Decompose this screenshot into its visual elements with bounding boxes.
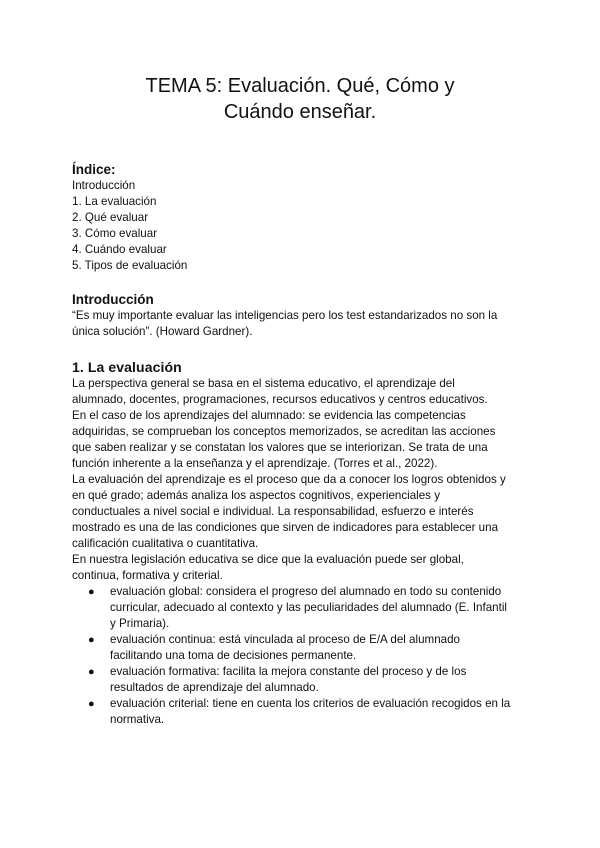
body-line: En nuestra legislación educativa se dice que la evaluación puede ser global, [72, 553, 464, 566]
index-item: 1. La evaluación [72, 195, 157, 208]
bullet-line: evaluación formativa: facilita la mejora constante del proceso y de los [110, 665, 467, 678]
index-section [72, 161, 532, 274]
bullet-line: facilitando una toma de decisiones permanente. [110, 649, 357, 662]
body-line: La evaluación del aprendizaje es el proceso que da a conocer los logros obtenidos y [72, 473, 506, 486]
body-line: calificación cualitativa o cuantitativa. [72, 537, 259, 550]
section-1 [72, 358, 532, 728]
index-item: 2. Qué evaluar [72, 211, 149, 224]
section-1-heading: 1. La evaluación [72, 359, 182, 375]
index-item: 5. Tipos de evaluación [72, 259, 188, 272]
index-item: Introducción [72, 179, 136, 192]
title-line-1: TEMA 5: Evaluación. Qué, Cómo y [145, 75, 455, 97]
evaluation-types-list [72, 584, 532, 728]
index-item: 4. Cuándo evaluar [72, 243, 167, 256]
body-line: alumnado, docentes, programaciones, recursos educativos y centros educativos. [72, 393, 488, 406]
index-item: 3. Cómo evaluar [72, 227, 158, 240]
list-item [72, 696, 532, 728]
list-item [72, 584, 532, 632]
bullet-line: resultados de aprendizaje del alumnado. [110, 681, 319, 694]
body-line: conductuales a nivel social e individual. La responsabilidad, esfuerzo e interés [72, 505, 474, 518]
quote-line: única solución”. (Howard Gardner). [72, 325, 253, 338]
bullet-icon: ● [88, 586, 95, 598]
index-list [72, 178, 532, 274]
bullet-line: normativa. [110, 713, 165, 726]
title-line-2: Cuándo enseñar. [223, 101, 377, 123]
body-line: La perspectiva general se basa en el sistema educativo, el aprendizaje del [72, 377, 455, 390]
list-item [72, 664, 532, 696]
quote-line: “Es muy importante evaluar las inteligencias pero los test estandarizados no son la [72, 309, 498, 322]
body-line: función inherente a la enseñanza y el aprendizaje. (Torres et al., 2022). [72, 457, 438, 470]
intro-section [72, 291, 532, 340]
bullet-line: evaluación criterial: tiene en cuenta los criterios de evaluación recogidos en la [110, 697, 511, 710]
index-heading: Índice: [72, 162, 116, 177]
bullet-icon: ● [88, 634, 95, 646]
body-line: que saben realizar y se constatan los valores que se interiorizan. Se trata de una [72, 441, 488, 454]
document-title [0, 73, 600, 125]
body-line: mostrado es una de las condiciones que sirven de indicadores para establecer una [72, 521, 499, 534]
body-line: En el caso de los aprendizajes del alumnado: se evidencia las competencias [72, 409, 466, 422]
bullet-icon: ● [88, 698, 95, 710]
bullet-line: curricular, adecuado al contexto y las peculiaridades del alumnado (E. Infantil [110, 601, 507, 614]
bullet-icon: ● [88, 666, 95, 678]
section-1-body [72, 376, 532, 584]
bullet-line: y Primaria). [110, 617, 170, 630]
body-line: en qué grado; además analiza los aspectos cognitivos, experienciales y [72, 489, 440, 502]
list-item [72, 632, 532, 664]
intro-heading: Introducción [72, 292, 154, 307]
body-line: adquiridas, se comprueban los conceptos memorizados, se acreditan las acciones [72, 425, 496, 438]
bullet-line: evaluación continua: está vinculada al proceso de E/A del alumnado [110, 633, 460, 646]
bullet-line: evaluación global: considera el progreso del alumnado en todo su contenido [110, 585, 502, 598]
intro-quote [72, 308, 532, 340]
body-line: continua, formativa y criterial. [72, 569, 223, 582]
